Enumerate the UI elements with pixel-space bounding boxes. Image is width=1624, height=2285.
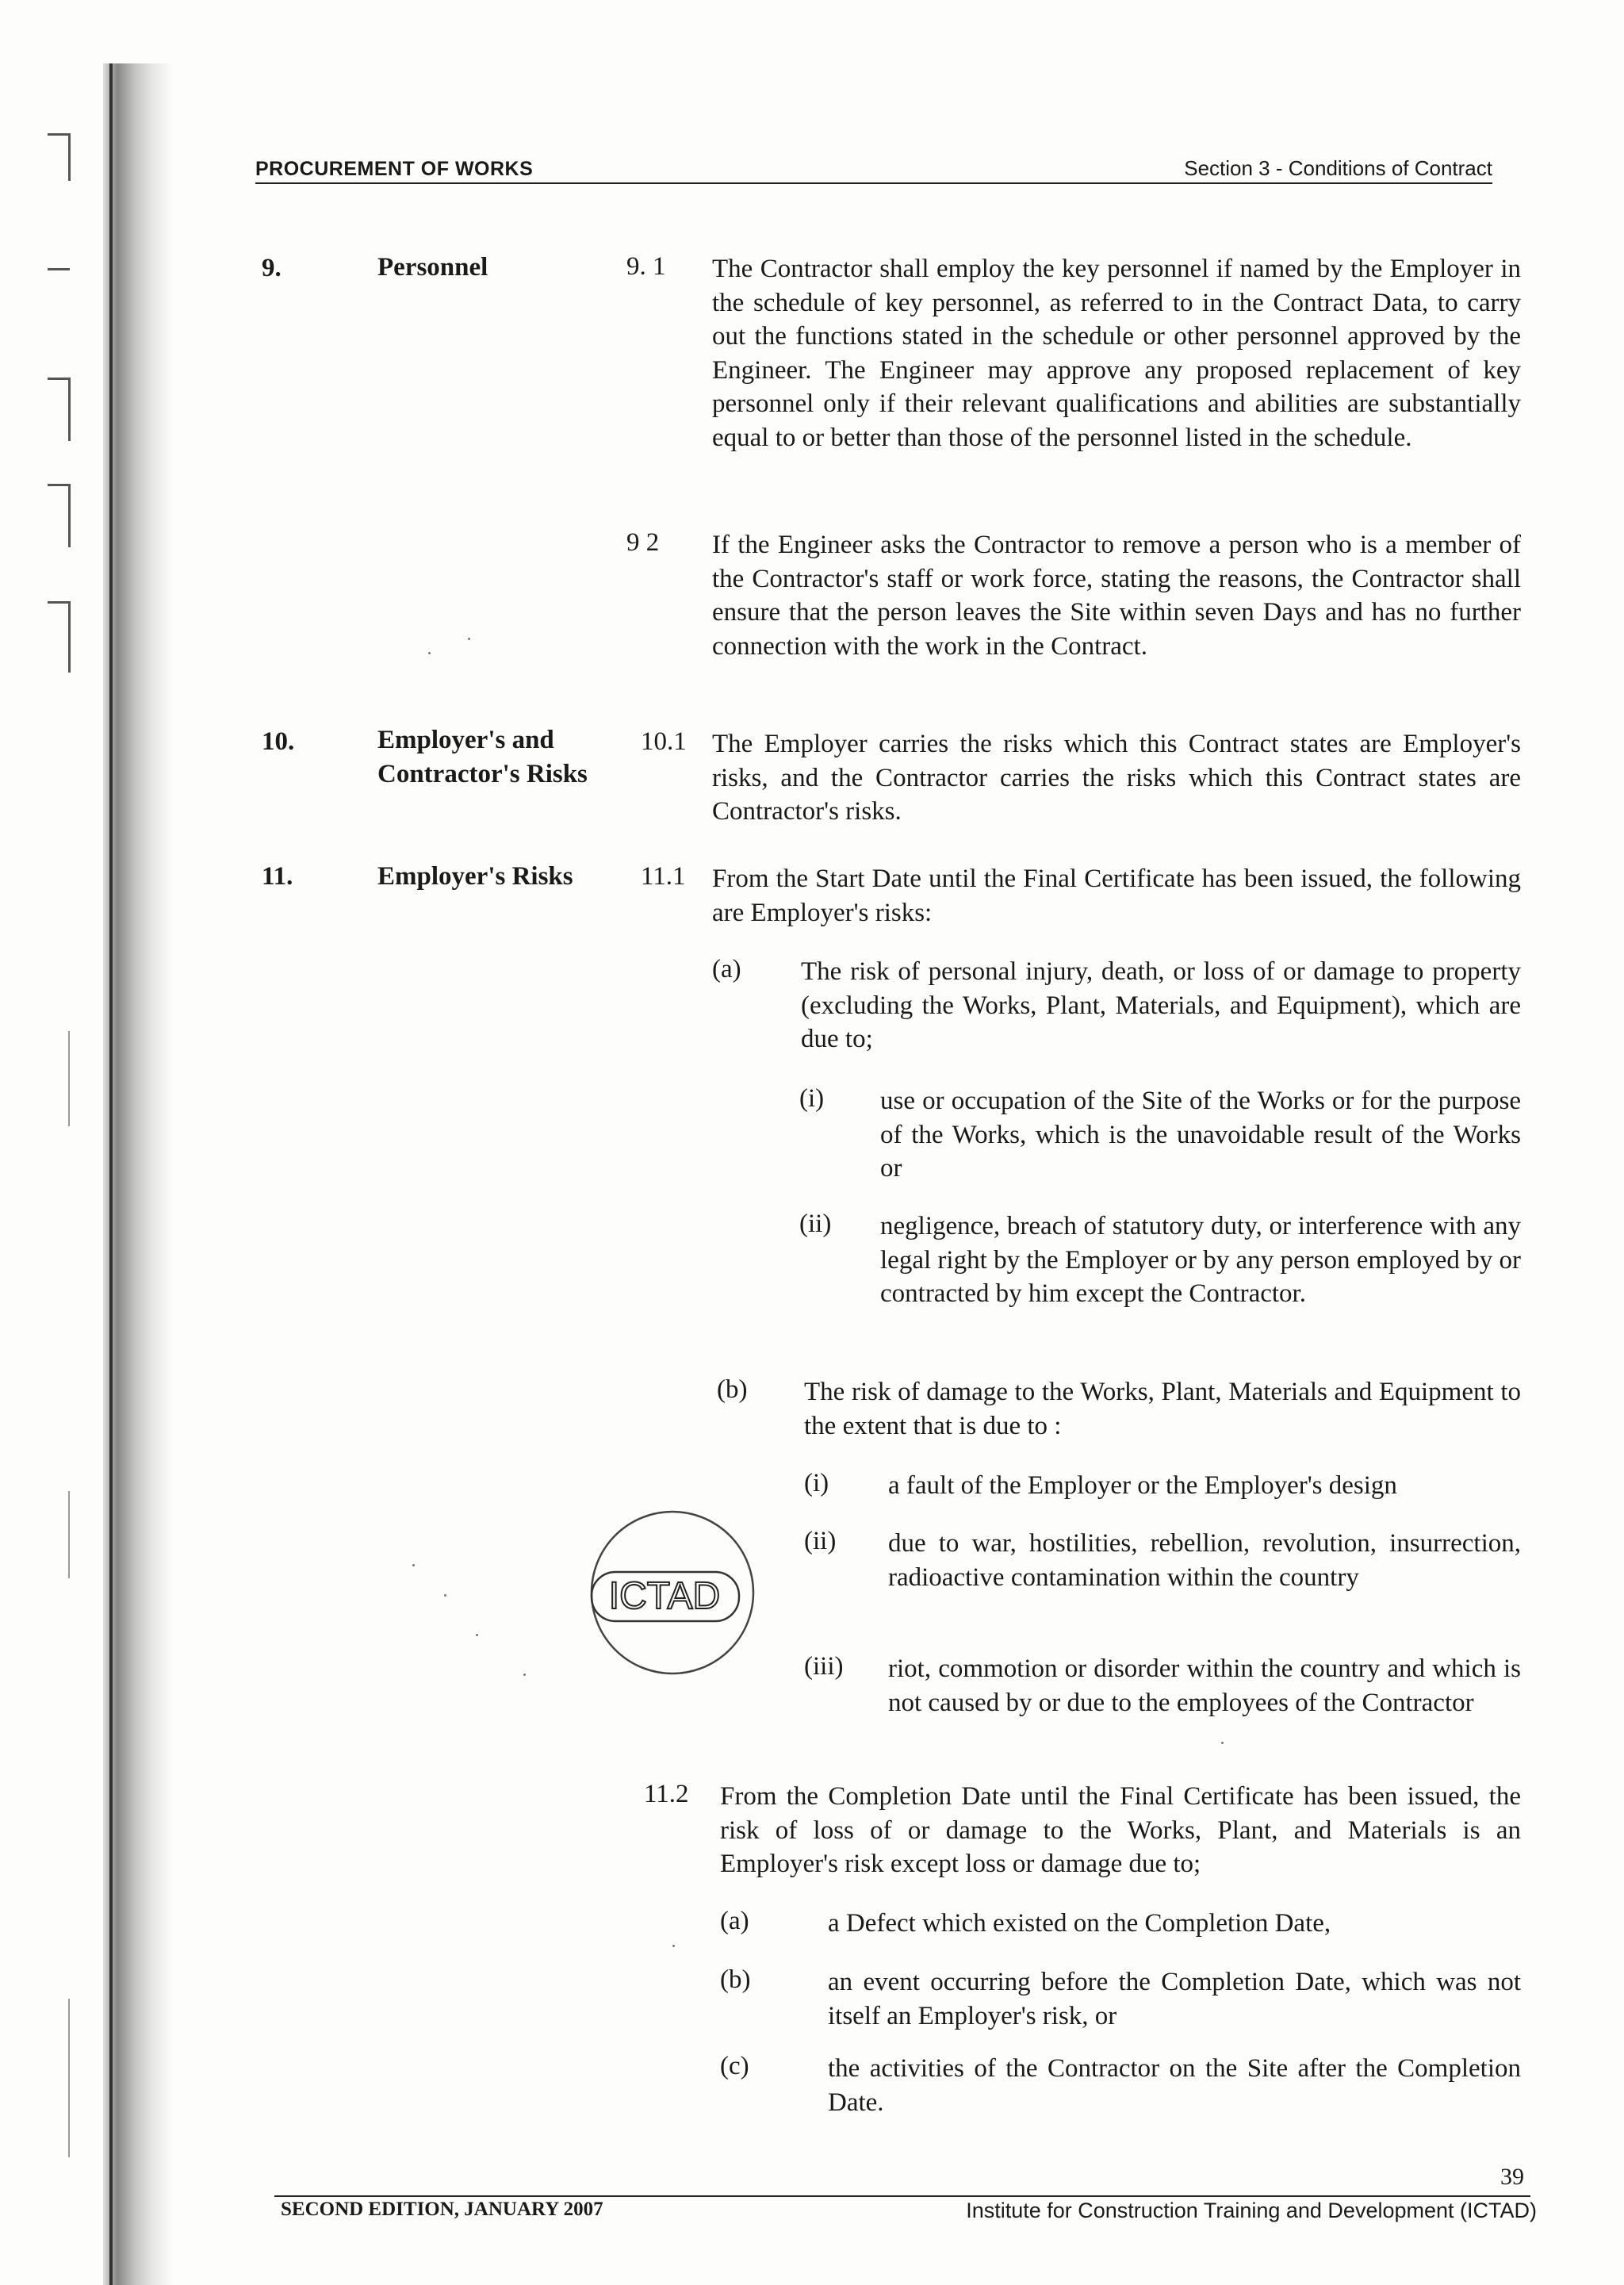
scan-speck <box>468 638 470 640</box>
footer-edition: SECOND EDITION, JANUARY 2007 <box>281 2199 603 2220</box>
subitem-text: negligence, breach of statutory duty, or interference with any legal right by the Employer or by any person employed by or contracted by him except the Contractor. <box>880 1212 1521 1308</box>
subitem-text: riot, commotion or disorder within the country and which is not caused by or due to the employees of the Contractor <box>888 1654 1521 1717</box>
item-label: (b) <box>720 1965 751 1994</box>
subitem-label: (ii) <box>799 1210 832 1238</box>
item-label: (a) <box>712 955 741 983</box>
item-text: a Defect which existed on the Completion Date, <box>828 1909 1331 1938</box>
item-text: The risk of personal injury, death, or loss of or damage to property (excluding the Works, Plant, Materials, and Equipment), which are due to; <box>801 957 1521 1053</box>
scan-binding-edge <box>109 63 113 2285</box>
scan-margin-mark <box>48 378 70 380</box>
page-number: 39 <box>1500 2164 1524 2190</box>
subitem-text: due to war, hostilities, rebellion, revolution, insurrection, radioactive contamination within the country <box>888 1529 1521 1592</box>
scan-margin-mark <box>68 1031 70 1126</box>
subitem-text: a fault of the Employer or the Employer's design <box>888 1471 1397 1500</box>
clause-heading: Personnel <box>377 253 488 282</box>
scan-margin-mark <box>48 133 70 136</box>
subclause-number: 11.1 <box>641 862 686 891</box>
scan-speck <box>412 1564 415 1566</box>
item-label: (b) <box>717 1375 748 1404</box>
item-text: The risk of damage to the Works, Plant, Materials and Equipment to the extent that is due to : <box>804 1378 1521 1440</box>
subclause-number: 9 2 <box>626 528 660 557</box>
item-text: the activities of the Contractor on the Site after the Completion Date. <box>828 2054 1521 2117</box>
clause-number: 9. <box>262 254 282 282</box>
scan-margin-mark <box>48 268 70 270</box>
subitem-label: (i) <box>799 1084 825 1113</box>
subitem-label: (ii) <box>804 1527 837 1555</box>
scan-speck <box>672 1945 675 1947</box>
scan-margin-mark <box>68 601 71 673</box>
item-label: (c) <box>720 2052 749 2080</box>
item-text: an event occurring before the Completion Date, which was not itself an Employer's risk, or <box>828 1968 1521 2030</box>
stamp-text: ICTAD <box>608 1575 721 1617</box>
clause-number: 10. <box>262 727 295 756</box>
footer-publisher: Institute for Construction Training and Development (ICTAD) <box>966 2199 1537 2222</box>
scan-speck <box>523 1673 526 1676</box>
scan-margin-mark <box>68 1491 70 1578</box>
scan-speck <box>476 1634 478 1636</box>
page-header <box>255 154 1492 184</box>
scan-margin-mark <box>68 1999 70 2157</box>
ictad-stamp <box>585 1505 760 1680</box>
header-section: Section 3 - Conditions of Contract <box>1184 156 1492 180</box>
item-label: (a) <box>720 1907 749 1935</box>
clause-heading: Employer's Risks <box>377 862 573 891</box>
scan-margin-mark <box>48 484 70 486</box>
subclause-number: 10.1 <box>641 727 687 756</box>
subclause-text: From the Completion Date until the Final Certificate has been issued, the risk of loss of or damage to the Works, Plant, and Materials is an Employer's risk except loss or damage due to; <box>720 1782 1521 1878</box>
scan-speck <box>444 1594 446 1597</box>
header-title: PROCUREMENT OF WORKS <box>255 158 534 180</box>
subclause-text: If the Engineer asks the Contractor to remove a person who is a member of the Contractor's staff or work force, stating the reasons, the Contractor shall ensure that the person leaves the Site within seven Days and has no further connection with the work in the Contract. <box>712 531 1521 661</box>
scan-margin-mark <box>68 484 71 547</box>
scan-speck <box>428 652 431 654</box>
subclause-text: The Contractor shall employ the key personnel if named by the Employer in the schedule of key personnel, as referred to in the Contract Data, to carry out the functions stated in the schedule or other personnel approved by the Engineer. The Engineer may approve any proposed replacement of key personnel only if their relevant qualifications and abilities are substantially equal to or better than those of the personnel listed in the schedule. <box>712 255 1521 452</box>
scan-speck <box>1221 1742 1224 1744</box>
clause-number: 11. <box>262 862 293 891</box>
subclause-text: From the Start Date until the Final Certificate has been issued, the following are Employer's risks: <box>712 865 1521 927</box>
subitem-text: use or occupation of the Site of the Works or for the purpose of the Works, which is the unavoidable result of the Works or <box>880 1087 1521 1183</box>
scan-margin-mark <box>48 601 70 604</box>
subclause-text: The Employer carries the risks which this Contract states are Employer's risks, and the Contractor carries the risks which this Contract states are Contractor's risks. <box>712 730 1521 826</box>
subitem-label: (iii) <box>804 1652 844 1681</box>
scan-binding-shadow <box>103 63 174 2285</box>
subclause-number: 11.2 <box>644 1780 689 1808</box>
clause-heading: Employer's and Contractor's Risks <box>377 726 588 788</box>
page-footer <box>274 2195 1537 2222</box>
subitem-label: (i) <box>804 1469 829 1497</box>
scan-margin-mark <box>68 378 71 441</box>
subclause-number: 9. 1 <box>626 252 666 281</box>
scan-margin-mark <box>68 133 71 181</box>
